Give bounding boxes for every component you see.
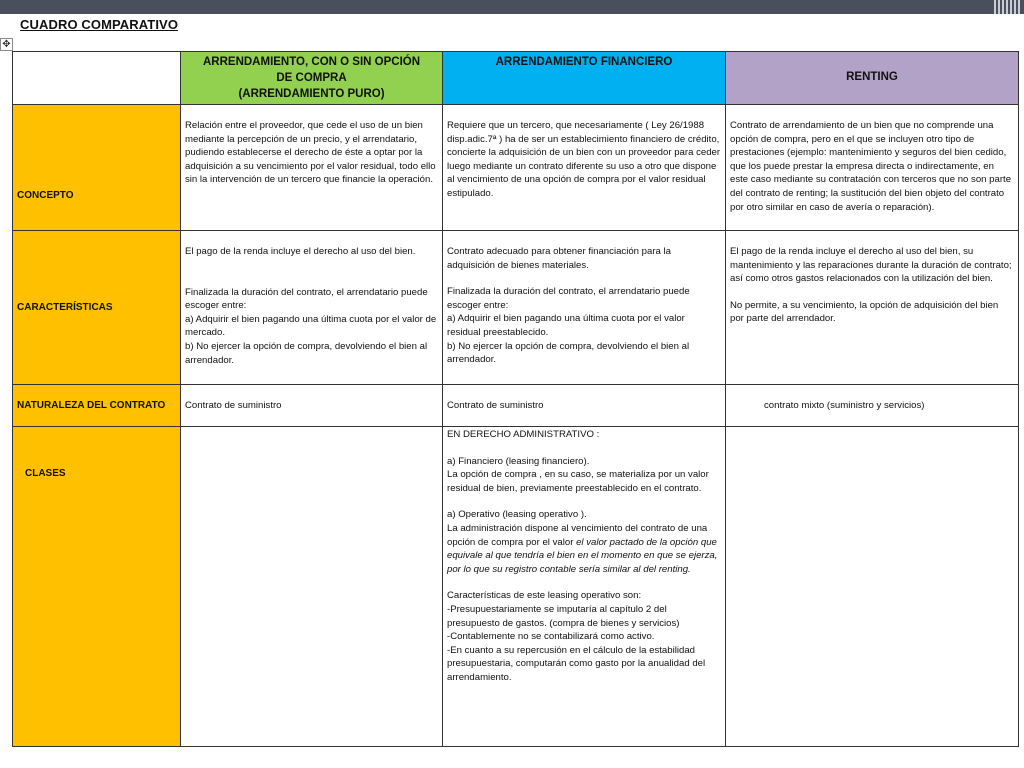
row-label-caracteristicas-text: CARACTERÍSTICAS (17, 301, 113, 313)
row-label-clases-text: CLASES (25, 468, 66, 479)
renting-no-permite-text: No permite, a su vencimiento, la opción de adquisición del bien por parte del arrendador. (730, 299, 999, 325)
header-puro-line2: DE COMPRA (276, 72, 347, 84)
spacer (730, 286, 1014, 299)
row-label-naturaleza (13, 385, 181, 427)
puro-finalizada-text: Finalizada la duración del contrato, el arrendatario puede escoger entre: (185, 286, 428, 312)
fin-finalizada-text: Finalizada la duración del contrato, el arrendatario puede escoger entre: (447, 286, 690, 311)
cell-concepto-puro[interactable]: Relación entre el proveedor, que cede el uso de un bien mediante la percepción de un precio, y el arrendatario, pudiendo establecerse el derecho de éste a optar por la adquisición a su vencimiento por el valor residual, todo ello sin la intervención de un tercero que financie la operación. (181, 105, 443, 231)
row-label-concepto-text: CONCEPTO (17, 189, 74, 201)
row-label-naturaleza-text: NATURALEZA DEL CONTRATO (17, 399, 166, 411)
puro-option-b: b) No ejercer la opción de compra, devolviendo el bien al arrendador. (185, 340, 428, 366)
cell-caracteristicas-financiero[interactable] (443, 231, 726, 385)
puro-pago-text: El pago de la renda incluye el derecho al uso del bien. (185, 246, 416, 257)
page-title: CUADRO COMPARATIVO (20, 17, 179, 32)
spacer (447, 442, 721, 455)
fin-clases-financiero: a) Financiero (leasing financiero). (447, 455, 590, 467)
header-renting: RENTING (726, 52, 1019, 105)
row-label-clases (13, 427, 181, 747)
fin-option-a: a) Adquirir el bien pagando una última cuota por el valor residual preestablecido. (447, 313, 685, 338)
fin-clases-heading: EN DERECHO ADMINISTRATIVO : (447, 429, 600, 440)
cell-naturaleza-financiero[interactable]: Contrato de suministro (443, 385, 726, 427)
fin-clases-estabilidad: -En cuanto a su repercusión en el cálculo de la estabilidad presupuestaria, computarán como gasto por la anualidad del arrendamiento. (447, 644, 706, 683)
fin-clases-caracteristicas: Características de este leasing operativo son: (447, 590, 642, 602)
fin-admin-normal: La administración dispone al vencimiento del contrato de una opción de compra por el valor (447, 522, 708, 548)
fin-clases-operativo: a) Operativo (leasing operativo ). (447, 509, 587, 521)
fin-clases-opcion: La opción de compra , en su caso, se materializa por un valor residual de bien, previamente preestablecido en el contrato. (447, 469, 709, 494)
header-empty-cell (13, 52, 181, 105)
cell-clases-puro[interactable] (181, 427, 443, 747)
spacer (447, 576, 721, 589)
spacer (447, 495, 721, 508)
fin-contrato-text: Contrato adecuado para obtener financiación para la adquisición de bienes materiales. (447, 246, 672, 271)
row-label-caracteristicas (13, 231, 181, 385)
renting-pago-text: El pago de la renda incluye el derecho al uso del bien, su mantenimiento y las reparaciones durante la duración de contrato; así como otros gastos relacionados con la utilización del bien. (730, 246, 1012, 285)
cell-naturaleza-puro[interactable]: Contrato de suministro (181, 385, 443, 427)
row-naturaleza (13, 385, 1019, 427)
puro-option-a: a) Adquirir el bien pagando una última cuota por el valor de mercado. (185, 313, 437, 339)
window-grip (994, 0, 1020, 14)
window-top-bar (0, 0, 1024, 14)
row-concepto (13, 105, 1019, 231)
row-label-concepto (13, 105, 181, 231)
spacer (447, 272, 721, 285)
fin-clases-administracion (447, 522, 721, 576)
header-row (13, 52, 1019, 105)
table-move-handle-icon[interactable]: ✥ (0, 38, 13, 51)
spacer (185, 259, 438, 286)
fin-option-b: b) No ejercer la opción de compra, devolviendo el bien al arrendador. (447, 340, 690, 366)
row-clases (13, 427, 1019, 747)
cell-concepto-financiero[interactable]: Requiere que un tercero, que necesariamente ( Ley 26/1988 disp.adic.7ª ) ha de ser un establecimiento financiero de crédito, concierte la adquisición de un bien con un proveedor para ceder luego mediante un contrato diferente su uso a otro que dispone al vencimiento de una opción de compra por el valor residual estipulado. (443, 105, 726, 231)
cell-clases-renting[interactable] (726, 427, 1019, 747)
fin-clases-presupuestaria: -Presupuestariamente se imputaría al capítulo 2 del presupuesto de gastos. (compra de bienes y servicios) (447, 603, 680, 629)
cell-concepto-renting[interactable]: Contrato de arrendamiento de un bien que no comprende una opción de compra, pero en el que se incluyen otro tipo de prestaciones (ejemplo: mantenimiento y seguros del bien cedido, que los puede prestar la empresa directa o indirectamente, en este caso mediante su contratación con terceros que no son parte del contrato de renting; la sustitución del bien objeto del contrato por otro similar en caso de avería o reparación). (726, 105, 1019, 231)
fin-admin-italic: el valor pactado de la opción que equivale al que tendría el bien en el momento en que se ejerza, por lo que su registro contable sería similar al del renting. (447, 536, 718, 575)
cell-caracteristicas-puro[interactable] (181, 231, 443, 385)
header-arrendamiento-financiero: ARRENDAMIENTO FINANCIERO (443, 52, 726, 105)
comparison-table (12, 51, 1019, 747)
header-puro-line3: (ARRENDAMIENTO PURO) (238, 88, 385, 100)
fin-clases-contable: -Contablemente no se contabilizará como activo. (447, 631, 655, 643)
cell-naturaleza-renting[interactable]: contrato mixto (suministro y servicios) (726, 385, 1019, 427)
header-puro-line1: ARRENDAMIENTO, CON O SIN OPCIÓN (202, 56, 421, 68)
header-arrendamiento-puro (181, 52, 443, 105)
cell-clases-financiero[interactable] (443, 427, 726, 747)
cell-caracteristicas-renting[interactable] (726, 231, 1019, 385)
row-caracteristicas (13, 231, 1019, 385)
